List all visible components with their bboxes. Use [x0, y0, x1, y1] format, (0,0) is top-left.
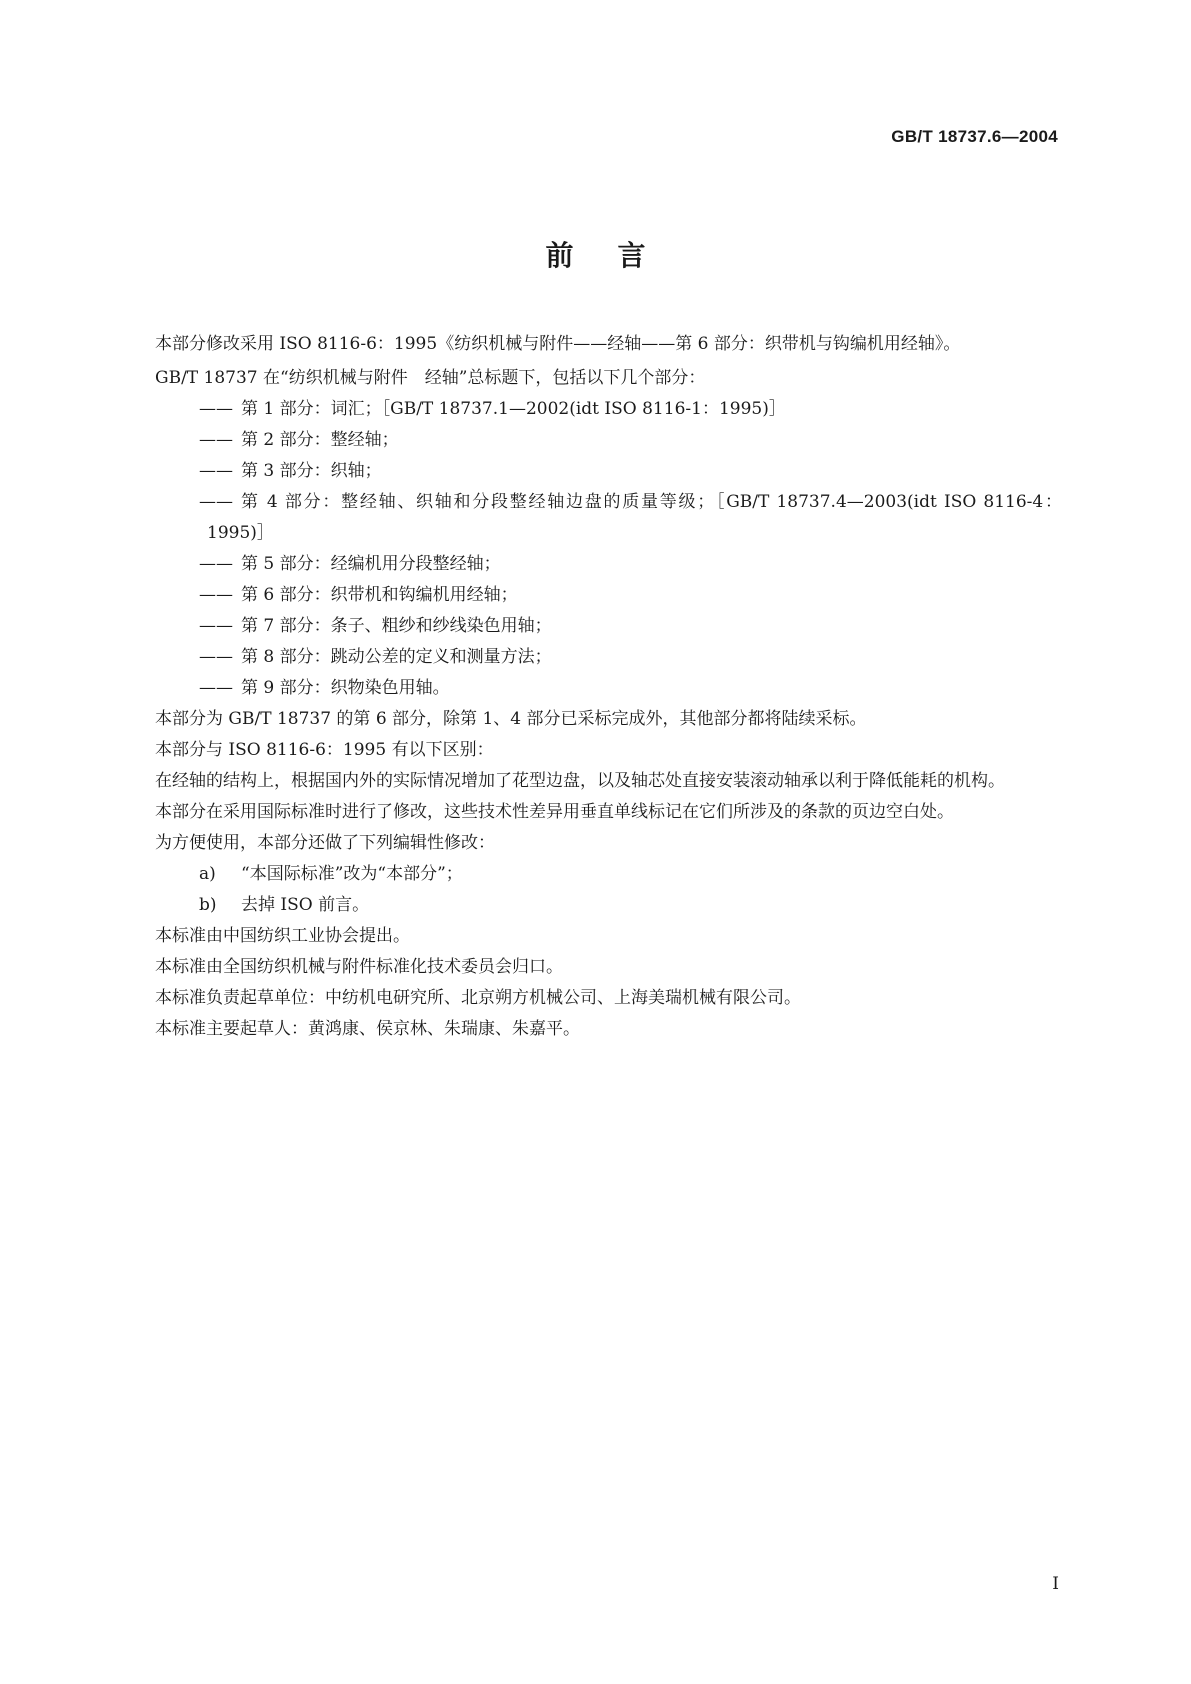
list-item-text: 第 1 部分：词汇；［GB/T 18737.1—2002(idt ISO 8116-1：1995)］ — [241, 399, 786, 419]
editorial-changes-list — [121, 859, 1062, 921]
drafters-paragraph: 本标准主要起草人：黄鸿康、侯京林、朱瑞康、朱嘉平。 — [155, 1019, 580, 1039]
list-item-text: 第 8 部分：跳动公差的定义和测量方法； — [241, 647, 552, 667]
list-item — [121, 580, 1062, 611]
list-item — [121, 394, 1062, 425]
technical-deviation-paragraph: 本部分在采用国际标准时进行了修改，这些技术性差异用垂直单线标记在它们所涉及的条款的页边空白处。 — [155, 802, 954, 822]
list-dash: —— — [199, 678, 233, 698]
list-dash: —— — [199, 461, 233, 481]
adoption-status-paragraph: 本部分为 GB/T 18737 的第 6 部分，除第 1、4 部分已采标完成外，其他部分都将陆续采标。 — [155, 709, 867, 729]
drafting-units-paragraph: 本标准负责起草单位：中纺机电研究所、北京朔方机械公司、上海美瑞机械有限公司。 — [155, 988, 801, 1008]
parts-list — [121, 394, 1062, 704]
list-item-text: 第 9 部分：织物染色用轴。 — [241, 678, 450, 698]
standard-number: GB/T 18737.6—2004 — [891, 127, 1058, 146]
list-dash: —— — [199, 616, 233, 636]
editorial-changes-intro-paragraph: 为方便使用，本部分还做了下列编辑性修改： — [155, 833, 495, 853]
list-dash: —— — [199, 399, 233, 419]
list-item-text: 去掉 ISO 前言。 — [241, 895, 370, 915]
page-number: I — [1052, 1574, 1059, 1594]
list-dash: —— — [199, 430, 233, 450]
list-item — [121, 890, 1062, 921]
intro-paragraph: 本部分修改采用 ISO 8116-6：1995《纺织机械与附件——经轴——第 6 部分：织带机与钩编机用经轴》。 — [155, 334, 961, 354]
list-item-text: 第 6 部分：织带机和钩编机用经轴； — [241, 585, 518, 605]
list-item — [121, 673, 1062, 704]
differences-intro-paragraph: 本部分与 ISO 8116-6：1995 有以下区别： — [155, 740, 494, 760]
list-item-text: 第 3 部分：织轴； — [241, 461, 382, 481]
list-dash: —— — [199, 554, 233, 574]
list-dash: —— — [199, 492, 233, 512]
page-title: 前言 — [545, 239, 690, 272]
list-dash: —— — [199, 647, 233, 667]
list-item-text: 第 2 部分：整经轴； — [241, 430, 399, 450]
list-marker: a) — [199, 864, 216, 884]
list-item — [121, 611, 1062, 642]
list-item — [121, 456, 1062, 487]
proposer-paragraph: 本标准由中国纺织工业协会提出。 — [155, 926, 410, 946]
list-item — [121, 642, 1062, 673]
list-marker: b) — [199, 895, 217, 915]
document-body — [121, 326, 1062, 1045]
series-intro-paragraph: GB/T 18737 在“纺织机械与附件 经轴”总标题下，包括以下几个部分： — [155, 368, 706, 388]
list-dash: —— — [199, 585, 233, 605]
list-item-text: 第 4 部分：整经轴、织轴和分段整经轴边盘的质量等级；［GB/T 18737.4—2003(idt ISO 8116-4：1995)］ — [207, 492, 1062, 543]
list-item — [121, 859, 1062, 890]
structure-difference-paragraph: 在经轴的结构上，根据国内外的实际情况增加了花型边盘，以及轴芯处直接安装滚动轴承以利于降低能耗的机构。 — [155, 771, 1005, 791]
list-item-text: 第 7 部分：条子、粗纱和纱线染色用轴； — [241, 616, 552, 636]
list-item — [121, 487, 1062, 549]
list-item — [121, 425, 1062, 456]
list-item-text: 第 5 部分：经编机用分段整经轴； — [241, 554, 501, 574]
committee-paragraph: 本标准由全国纺织机械与附件标准化技术委员会归口。 — [155, 957, 563, 977]
list-item — [121, 549, 1062, 580]
list-item-text: “本国际标准”改为“本部分”； — [241, 864, 463, 884]
